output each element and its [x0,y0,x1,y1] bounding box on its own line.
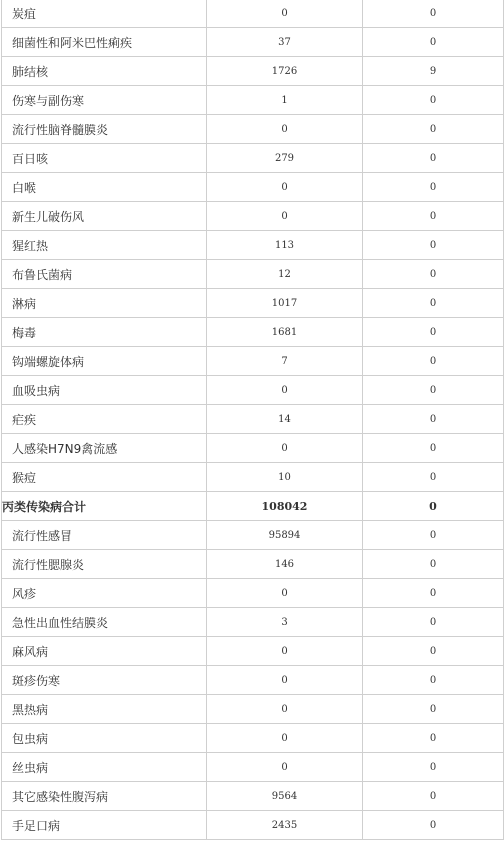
table-row [2,637,504,666]
table-row [2,724,504,753]
disease-name-cell: 黑热病 [2,695,207,724]
table-row [2,811,504,840]
case-count-cell: 113 [207,231,363,260]
table-row [2,579,504,608]
disease-name-cell: 肺结核 [2,57,207,86]
case-count-cell: 0 [207,753,363,782]
case-count-cell: 2435 [207,811,363,840]
death-count-cell: 0 [363,0,504,28]
case-count-cell: 9564 [207,782,363,811]
case-count-cell: 0 [207,695,363,724]
death-count-cell: 0 [363,695,504,724]
disease-name-cell: 人感染H7N9禽流感 [2,434,207,463]
death-count-cell: 0 [363,637,504,666]
table-row-total [2,492,504,521]
case-count-cell: 0 [207,434,363,463]
death-count-cell: 0 [363,144,504,173]
death-count-cell: 0 [363,782,504,811]
disease-name-cell: 猴痘 [2,463,207,492]
table-row [2,347,504,376]
case-count-cell: 0 [207,579,363,608]
disease-name-cell: 急性出血性结膜炎 [2,608,207,637]
case-count-cell: 0 [207,376,363,405]
death-count-cell: 0 [363,434,504,463]
table-row [2,463,504,492]
table-row [2,231,504,260]
death-count-cell: 0 [363,521,504,550]
case-count-cell: 3 [207,608,363,637]
table-row [2,434,504,463]
case-count-cell: 1726 [207,57,363,86]
case-count-cell: 14 [207,405,363,434]
table-row [2,289,504,318]
death-count-cell: 0 [363,115,504,144]
disease-name-cell: 风疹 [2,579,207,608]
table-row [2,202,504,231]
disease-statistics-table [1,0,504,840]
disease-name-cell: 手足口病 [2,811,207,840]
death-count-cell: 0 [363,202,504,231]
table-row [2,318,504,347]
case-count-cell: 1681 [207,318,363,347]
death-count-cell: 0 [363,608,504,637]
death-count-cell: 0 [363,376,504,405]
case-count-cell: 0 [207,0,363,28]
table-row [2,521,504,550]
table-row [2,695,504,724]
case-count-cell: 37 [207,28,363,57]
table-row [2,57,504,86]
death-count-cell: 0 [363,347,504,376]
disease-name-cell: 麻风病 [2,637,207,666]
disease-name-cell: 丙类传染病合计 [2,492,207,521]
case-count-cell: 0 [207,637,363,666]
table-row [2,173,504,202]
death-count-cell: 0 [363,173,504,202]
case-count-cell: 0 [207,724,363,753]
case-count-cell: 108042 [207,492,363,521]
disease-name-cell: 流行性脑脊髓膜炎 [2,115,207,144]
disease-name-cell: 流行性腮腺炎 [2,550,207,579]
table-row [2,782,504,811]
death-count-cell: 0 [363,666,504,695]
death-count-cell: 0 [363,260,504,289]
table-row [2,666,504,695]
case-count-cell: 7 [207,347,363,376]
case-count-cell: 1017 [207,289,363,318]
disease-name-cell: 细菌性和阿米巴性痢疾 [2,28,207,57]
case-count-cell: 146 [207,550,363,579]
disease-name-cell: 梅毒 [2,318,207,347]
table-row [2,260,504,289]
death-count-cell: 0 [363,550,504,579]
case-count-cell: 0 [207,666,363,695]
death-count-cell: 0 [363,231,504,260]
table-row [2,144,504,173]
disease-name-cell: 斑疹伤寒 [2,666,207,695]
death-count-cell: 0 [363,289,504,318]
disease-name-cell: 布鲁氏菌病 [2,260,207,289]
case-count-cell: 279 [207,144,363,173]
disease-name-cell: 百日咳 [2,144,207,173]
disease-name-cell: 白喉 [2,173,207,202]
case-count-cell: 1 [207,86,363,115]
table-row [2,753,504,782]
disease-name-cell: 钩端螺旋体病 [2,347,207,376]
case-count-cell: 95894 [207,521,363,550]
disease-name-cell: 丝虫病 [2,753,207,782]
disease-name-cell: 猩红热 [2,231,207,260]
death-count-cell: 0 [363,724,504,753]
death-count-cell: 0 [363,318,504,347]
table-row [2,86,504,115]
table-row [2,0,504,28]
table-row [2,550,504,579]
disease-name-cell: 流行性感冒 [2,521,207,550]
death-count-cell: 0 [363,492,504,521]
table-row [2,115,504,144]
death-count-cell: 0 [363,28,504,57]
death-count-cell: 0 [363,811,504,840]
table-row [2,608,504,637]
table-row [2,405,504,434]
case-count-cell: 10 [207,463,363,492]
death-count-cell: 0 [363,463,504,492]
disease-name-cell: 新生儿破伤风 [2,202,207,231]
death-count-cell: 9 [363,57,504,86]
case-count-cell: 0 [207,202,363,231]
case-count-cell: 12 [207,260,363,289]
death-count-cell: 0 [363,579,504,608]
death-count-cell: 0 [363,405,504,434]
disease-name-cell: 血吸虫病 [2,376,207,405]
disease-name-cell: 炭疽 [2,0,207,28]
death-count-cell: 0 [363,86,504,115]
table-body [2,0,504,840]
death-count-cell: 0 [363,753,504,782]
disease-name-cell: 伤寒与副伤寒 [2,86,207,115]
disease-name-cell: 淋病 [2,289,207,318]
disease-name-cell: 包虫病 [2,724,207,753]
case-count-cell: 0 [207,115,363,144]
disease-name-cell: 疟疾 [2,405,207,434]
disease-name-cell: 其它感染性腹泻病 [2,782,207,811]
table-row [2,376,504,405]
table-row [2,28,504,57]
case-count-cell: 0 [207,173,363,202]
